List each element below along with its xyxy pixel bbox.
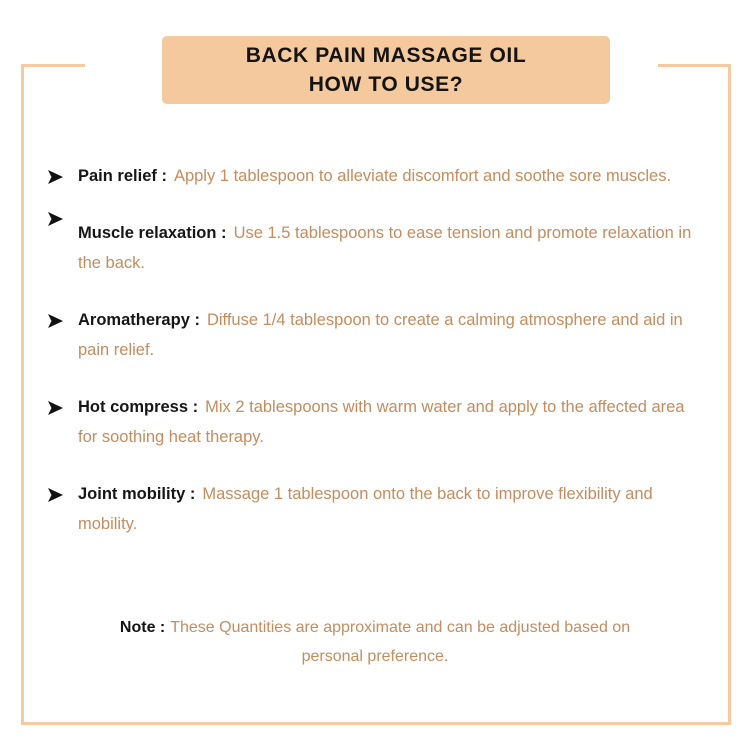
list-item-text [78,218,700,278]
footer-note [95,613,655,671]
list-item-description: Use 1.5 tablespoons to ease tension and promote relaxation in the back. [78,224,692,272]
list-item-pain-relief [48,161,702,191]
arrowhead-right-icon [48,161,78,185]
list-item-muscle-relaxation [48,218,702,278]
list-item-label: Hot compress : [78,398,199,416]
page-title-line1: BACK PAIN MASSAGE OIL [245,44,527,67]
list-item-label: Pain relief : [78,167,167,185]
page-title-line2: HOW TO USE? [308,73,464,96]
list-item-text [78,392,700,452]
list-item-description: Diffuse 1/4 tablespoon to create a calming atmosphere and aid in pain relief. [78,311,683,359]
list-item-description: Mix 2 tablespoons with warm water and apply to the affected area for soothing heat therapy. [78,398,685,446]
header-title-box [162,36,610,104]
list-item-joint-mobility [48,479,702,539]
list-item-label: Joint mobility : [78,485,196,503]
list-item-text [78,305,700,365]
list-item-aromatherapy [48,305,702,365]
note-label: Note : [119,619,166,636]
frame-top-right-segment [658,64,728,67]
frame-top-left-segment [21,64,85,67]
note-text: These Quantities are approximate and can be adjusted based on personal preference. [170,619,631,665]
list-item-label: Aromatherapy : [78,311,200,329]
arrowhead-right-icon [48,479,78,503]
list-item-description: Apply 1 tablespoon to alleviate discomfort and soothe sore muscles. [173,167,672,185]
list-item-text [78,161,700,191]
arrowhead-right-icon [48,305,78,329]
usage-instructions-list [48,161,702,566]
arrowhead-right-icon [48,392,78,416]
list-item-text [78,479,700,539]
list-item-description: Massage 1 tablespoon onto the back to improve flexibility and mobility. [78,485,653,533]
arrowhead-right-icon [48,203,78,227]
list-item-hot-compress [48,392,702,452]
list-item-label: Muscle relaxation : [78,224,227,242]
